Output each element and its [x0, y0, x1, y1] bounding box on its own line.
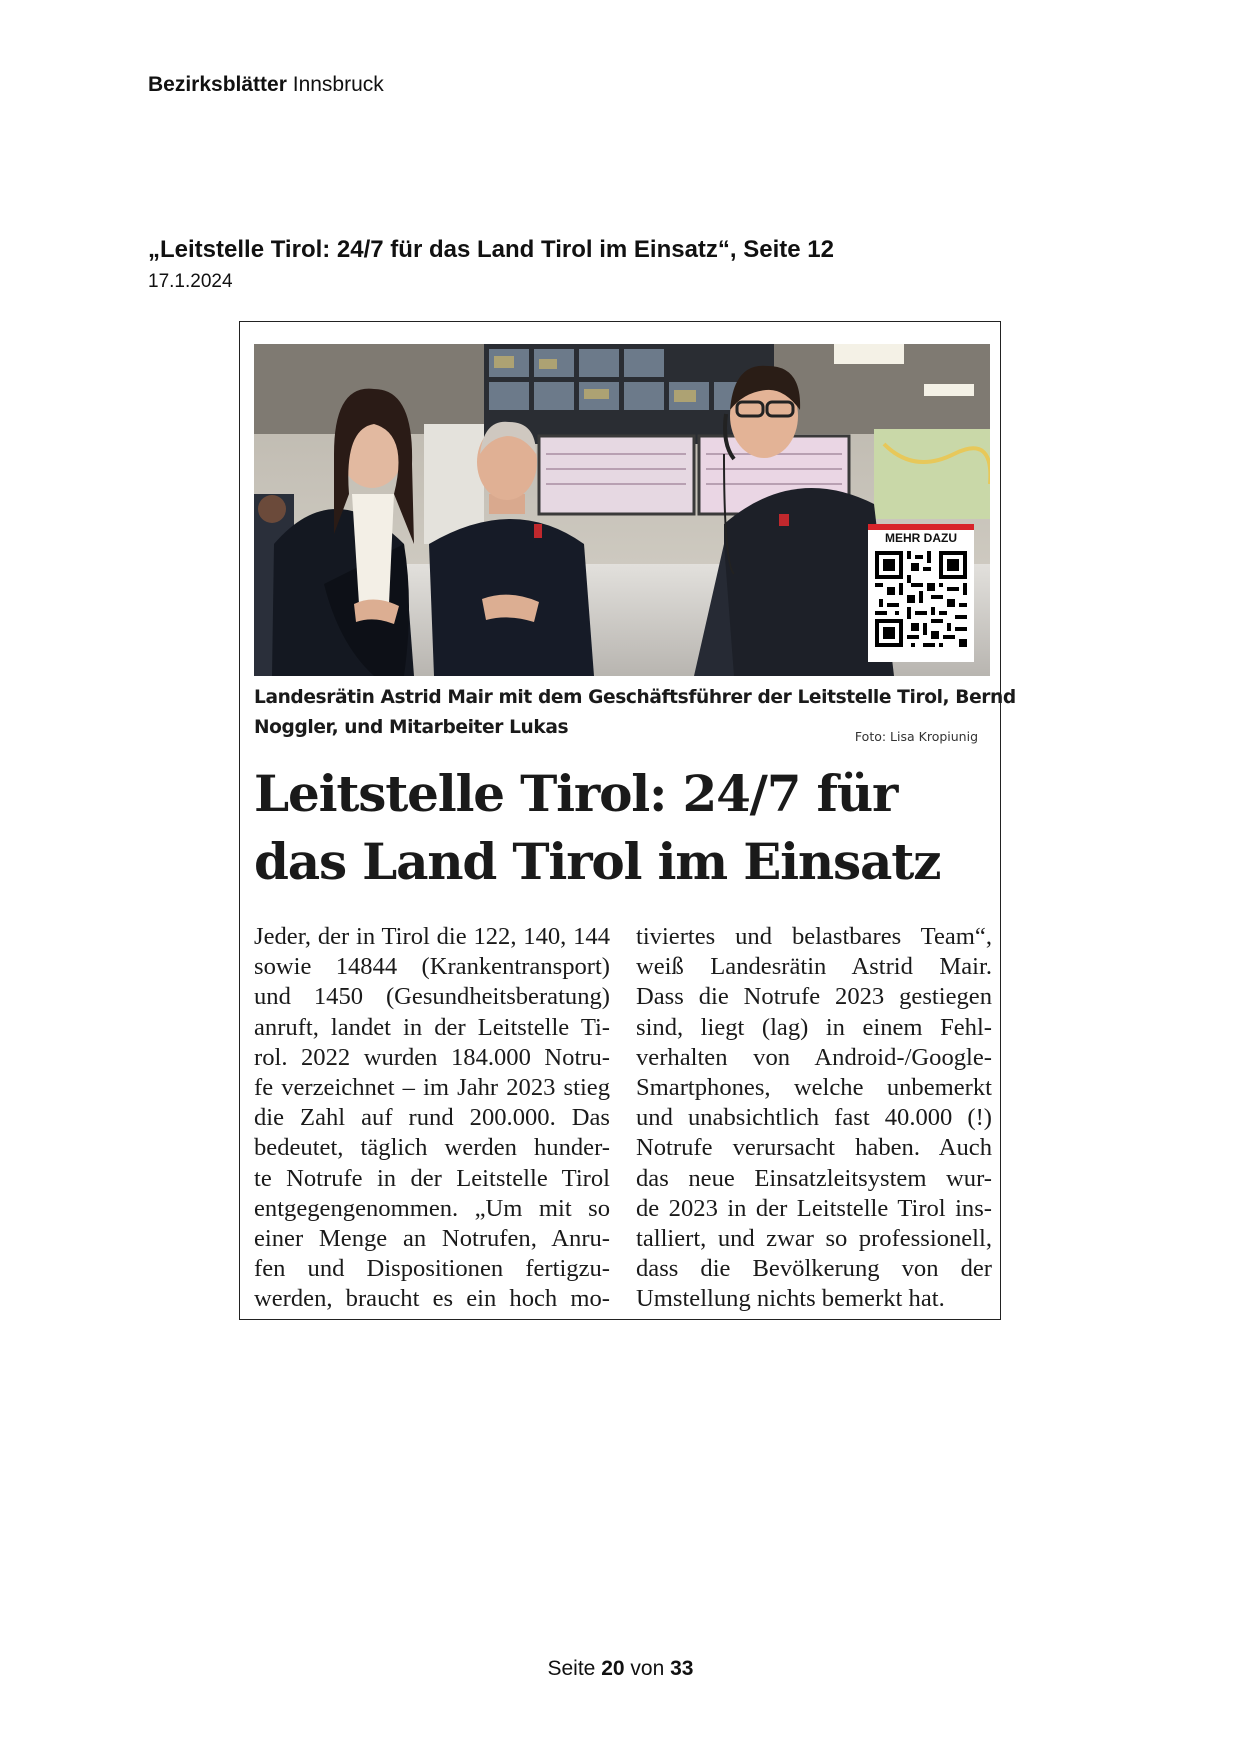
- publication-name: Bezirksblätter: [148, 73, 287, 96]
- current-page-number: 20: [601, 1657, 625, 1680]
- caption-line: Noggler, und Mitarbeiter Lukas: [254, 717, 569, 738]
- article-column-1: [254, 922, 610, 1315]
- total-page-count: 33: [670, 1657, 694, 1680]
- headline-line: das Land Tirol im Einsatz: [254, 832, 941, 891]
- page-separator: von: [630, 1657, 665, 1680]
- text-line: verhalten von Android-/Google-: [636, 1043, 992, 1071]
- qr-code-icon: [871, 547, 971, 651]
- text-line: Jeder, der in Tirol die 122, 140, 144: [254, 923, 610, 950]
- text-line: dass die Bevölkerung von der: [636, 1255, 992, 1283]
- headline-line: Leitstelle Tirol: 24/7 für: [254, 764, 898, 823]
- text-line: tiviertes und belastbares Team“,: [636, 923, 992, 950]
- text-line: Notrufe verursacht haben. Auch: [636, 1134, 992, 1162]
- text-line: rol. 2022 wurden 184.000 Notru-: [254, 1043, 610, 1071]
- text-line: Smartphones, welche unbemerkt: [636, 1074, 992, 1102]
- qr-code-box[interactable]: [868, 524, 974, 662]
- page-footer: [0, 1657, 1241, 1681]
- text-line: te Notrufe in der Leitstelle Tirol: [254, 1164, 610, 1192]
- text-line: die Zahl auf rund 200.000. Das: [254, 1104, 610, 1132]
- photo-credit: Foto: Lisa Kropiunig: [854, 729, 978, 744]
- text-line: fe verzeichnet – im Jahr 2023 stieg: [254, 1074, 610, 1102]
- text-line: und unabsichtlich fast 40.000 (!): [636, 1104, 992, 1132]
- text-line: das neue Einsatzleitsystem wur-: [636, 1164, 992, 1192]
- article-column-2: [636, 922, 992, 1315]
- photo-caption: [254, 683, 1016, 744]
- caption-line: Landesrätin Astrid Mair mit dem Geschäftsführer der Leitstelle Tirol, Bernd: [254, 687, 1016, 708]
- document-title: „Leitstelle Tirol: 24/7 für das Land Tirol im Einsatz“, Seite 12: [148, 236, 834, 263]
- text-line: Umstellung nichts bemerkt hat.: [636, 1285, 945, 1313]
- text-line: entgegengenommen. „Um mit so: [254, 1194, 610, 1222]
- text-line: werden, braucht es ein hoch mo-: [254, 1285, 610, 1313]
- qr-label: MEHR DAZU: [885, 531, 957, 545]
- publication-region: Innsbruck: [292, 73, 384, 96]
- page-prefix: Seite: [547, 1657, 596, 1680]
- text-line: bedeutet, täglich werden hunder-: [254, 1134, 610, 1162]
- text-line: und 1450 (Gesundheitsberatung): [254, 983, 610, 1011]
- text-line: fen und Dispositionen fertigzu-: [254, 1255, 610, 1283]
- text-line: talliert, und zwar so professionell,: [636, 1225, 992, 1253]
- text-line: de 2023 in der Leitstelle Tirol ins-: [636, 1194, 992, 1222]
- text-line: sowie 14844 (Krankentransport): [254, 953, 610, 981]
- text-line: weiß Landesrätin Astrid Mair.: [636, 953, 992, 981]
- text-line: sind, liegt (lag) in einem Fehl-: [636, 1013, 992, 1041]
- article-headline: [254, 760, 994, 896]
- text-line: einer Menge an Notrufen, Anru-: [254, 1225, 610, 1253]
- publication-source: [148, 73, 384, 97]
- document-date: 17.1.2024: [148, 271, 233, 292]
- text-line: Dass die Notrufe 2023 gestiegen: [636, 983, 992, 1011]
- text-line: anruft, landet in der Leitstelle Ti-: [254, 1013, 610, 1041]
